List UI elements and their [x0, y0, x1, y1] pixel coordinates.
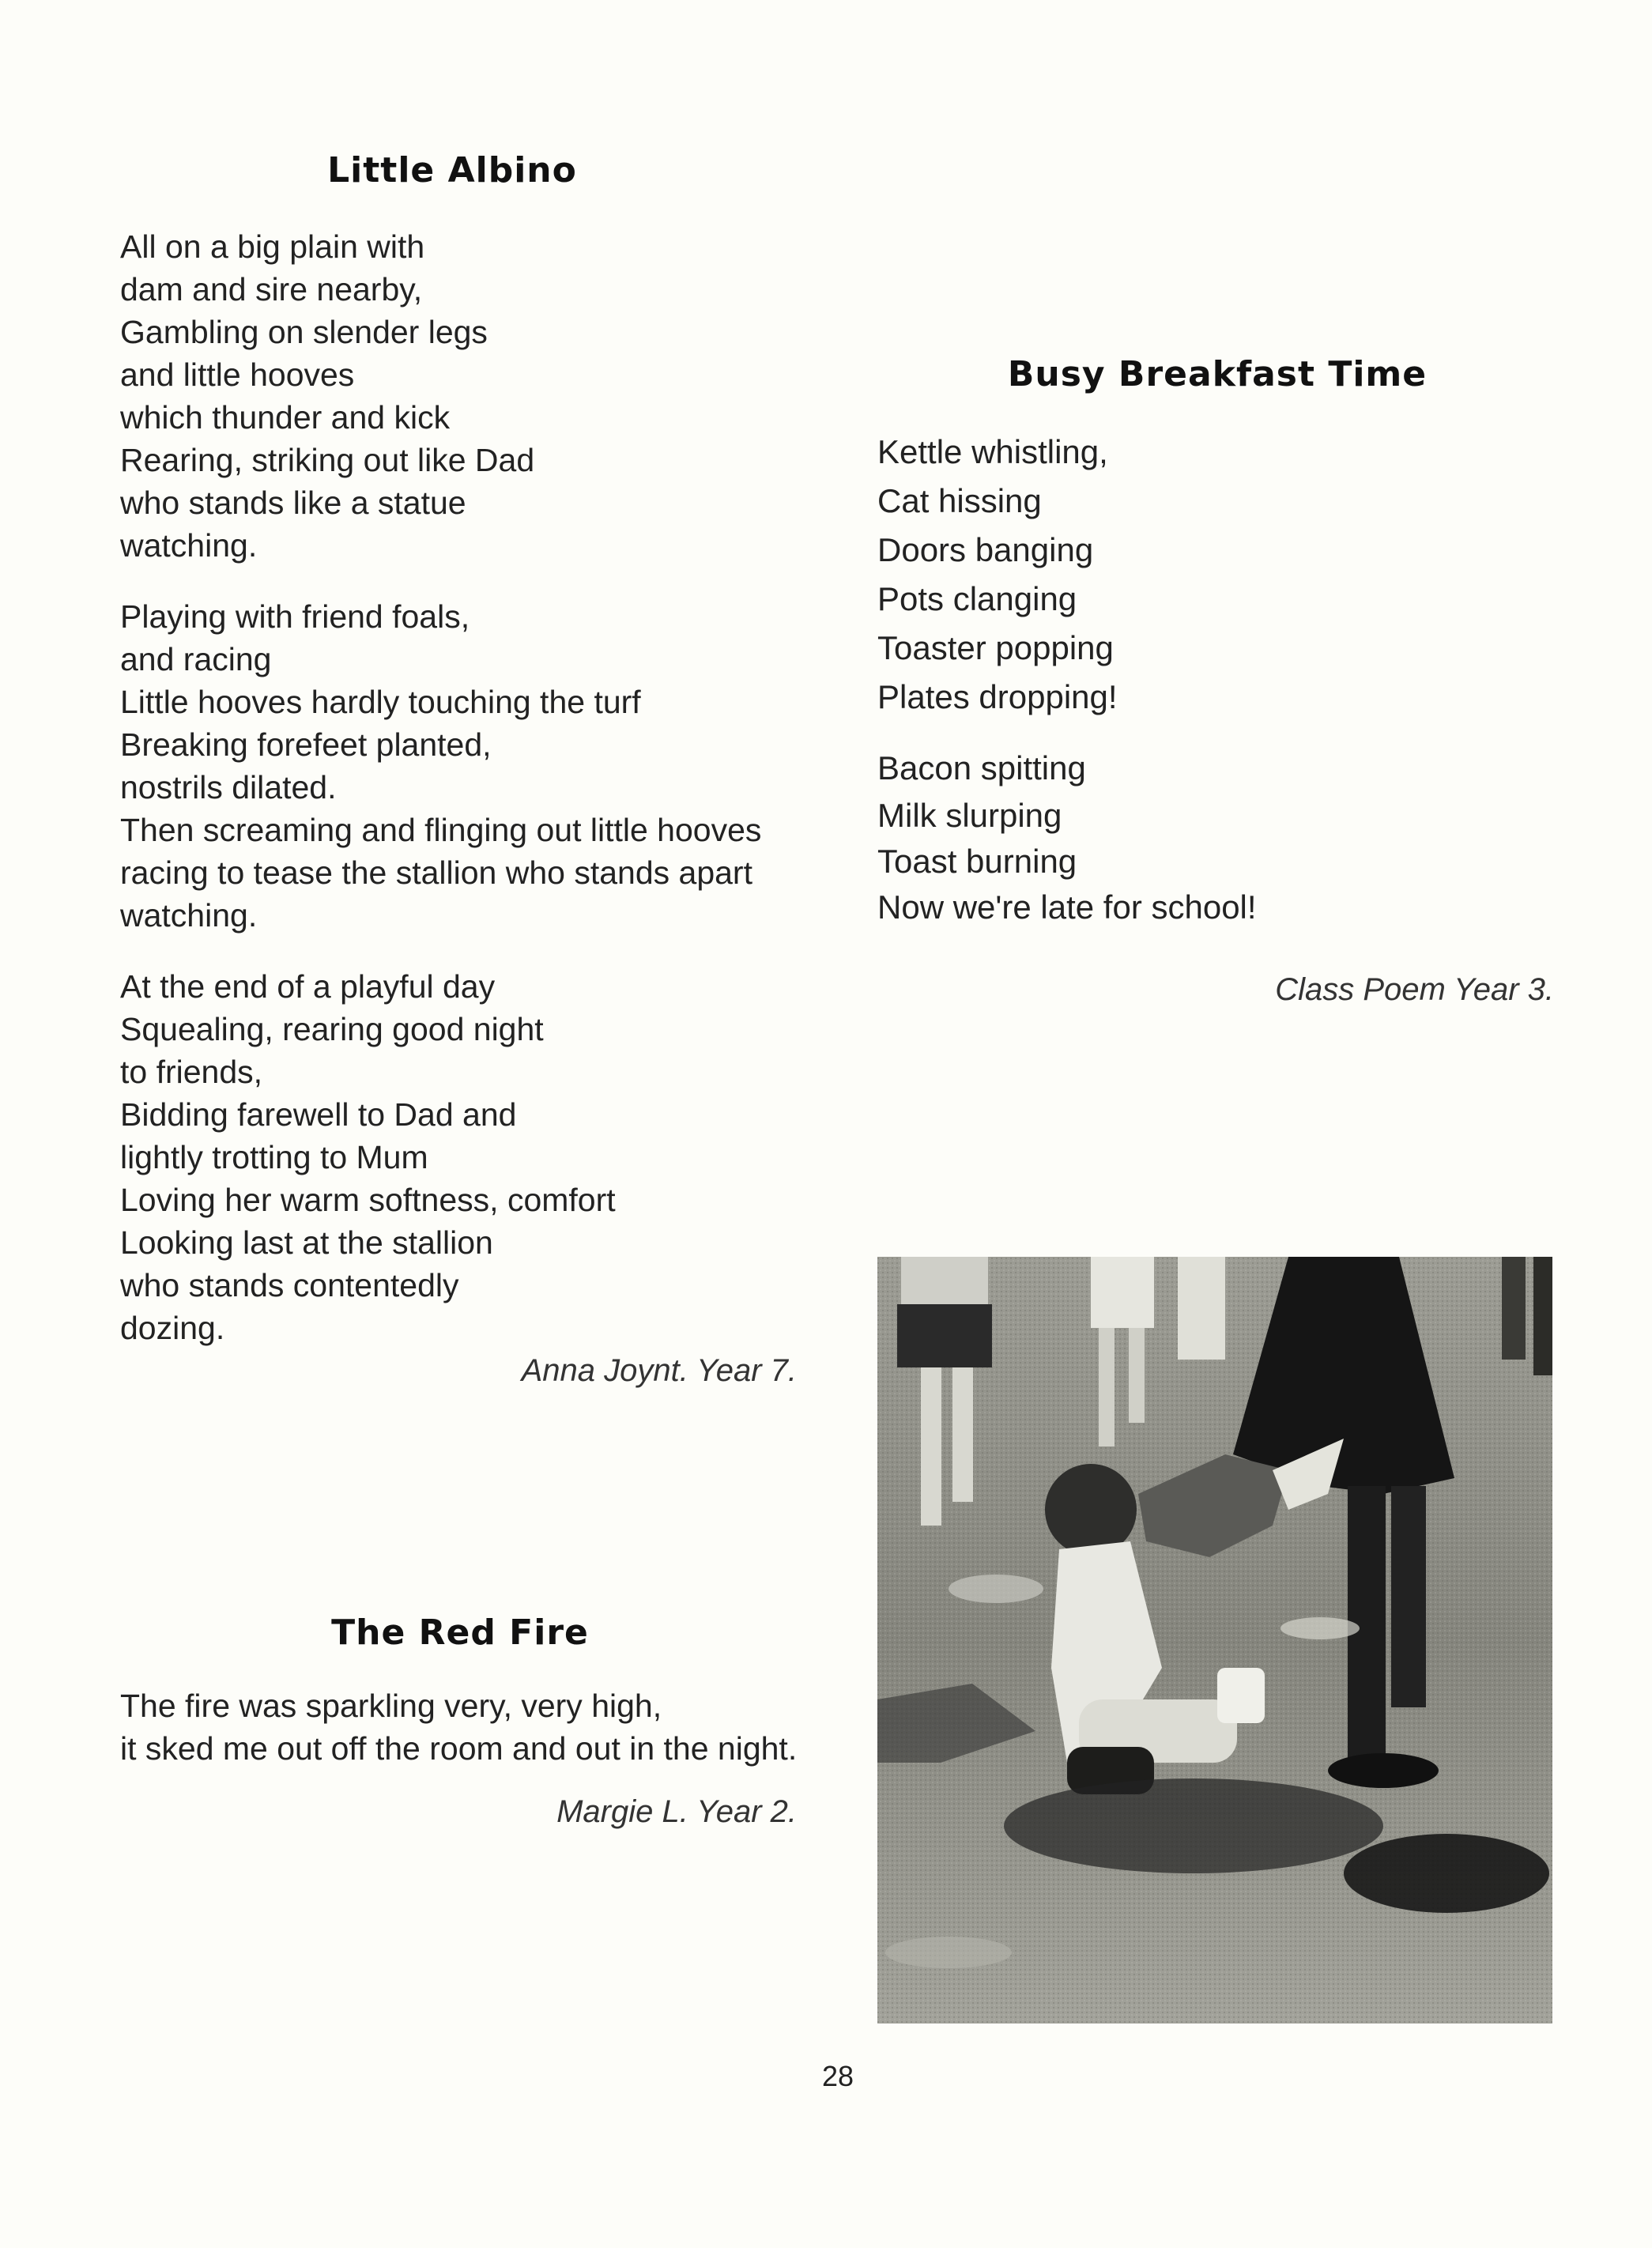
poem-line: it sked me out off the room and out in the night.	[120, 1730, 798, 1767]
poem-line: Playing with friend foals,	[120, 598, 470, 635]
poem-line: Cat hissing	[877, 482, 1042, 519]
poem-line: Kettle whistling,	[877, 433, 1108, 470]
poem-busy-breakfast-time	[877, 354, 1557, 959]
poem-line: Gambling on slender legs	[120, 314, 488, 350]
poem-line: nostrils dilated.	[120, 769, 337, 805]
poem-line: Milk slurping	[877, 797, 1062, 834]
poem-line: Bacon spitting	[877, 749, 1086, 786]
poem-line: Loving her warm softness, comfort	[120, 1182, 616, 1218]
poem-line: Toast burning	[877, 843, 1077, 880]
poem-credit: Class Poem Year 3.	[1275, 972, 1554, 1007]
poem-the-red-fire	[120, 1612, 800, 1770]
poem-line: Then screaming and flinging out little hooves	[120, 812, 762, 848]
poem-line: Bidding farewell to Dad and	[120, 1096, 517, 1133]
stanza-2	[877, 744, 1557, 930]
poem-little-albino	[120, 150, 800, 1378]
poem-line: Pots clanging	[877, 580, 1077, 617]
poem-credit: Anna Joynt. Year 7.	[521, 1353, 797, 1388]
poem-line: and little hooves	[120, 356, 355, 393]
poem-line: to friends,	[120, 1054, 263, 1090]
photo-image	[877, 1257, 1552, 2024]
poem-line: Toaster popping	[877, 629, 1114, 666]
poem-title: Busy Breakfast Time	[1007, 354, 1428, 394]
poem-line: All on a big plain with	[120, 228, 425, 265]
poem-line: watching.	[120, 897, 258, 934]
poem-line: who stands like a statue	[120, 485, 466, 521]
poem-line: Doors banging	[877, 531, 1094, 568]
poem-line: dam and sire nearby,	[120, 271, 423, 307]
poem-line: who stands contentedly	[120, 1267, 459, 1303]
poem-line: The fire was sparkling very, very high,	[120, 1688, 662, 1724]
poem-line: At the end of a playful day	[120, 968, 496, 1005]
stanza-3	[120, 965, 800, 1349]
stanza-1	[877, 428, 1557, 722]
poem-line: Rearing, striking out like Dad	[120, 442, 535, 478]
photo-children-playing	[877, 1257, 1552, 2024]
poem-line: racing to tease the stallion who stands apart	[120, 854, 752, 891]
stanza-2	[120, 595, 800, 937]
stanza-1	[120, 225, 800, 567]
poem-line: Squealing, rearing good night	[120, 1011, 544, 1047]
poem-line: Now we're late for school!	[877, 888, 1257, 926]
poem-line: watching.	[120, 527, 258, 564]
poem-credit: Margie L. Year 2.	[556, 1794, 797, 1829]
poem-title: Little Albino	[327, 150, 577, 190]
poem-line: Breaking forefeet planted,	[120, 726, 492, 763]
poem-line: which thunder and kick	[120, 399, 451, 436]
poem-title: The Red Fire	[331, 1612, 589, 1653]
poem-line: lightly trotting to Mum	[120, 1139, 428, 1175]
poem-line: Plates dropping!	[877, 678, 1118, 715]
poem-line: and racing	[120, 641, 272, 677]
poem-line: Looking last at the stallion	[120, 1224, 493, 1261]
poem-line: Little hooves hardly touching the turf	[120, 684, 641, 720]
poem-line: dozing.	[120, 1310, 225, 1346]
page-number: 28	[821, 2060, 854, 2092]
